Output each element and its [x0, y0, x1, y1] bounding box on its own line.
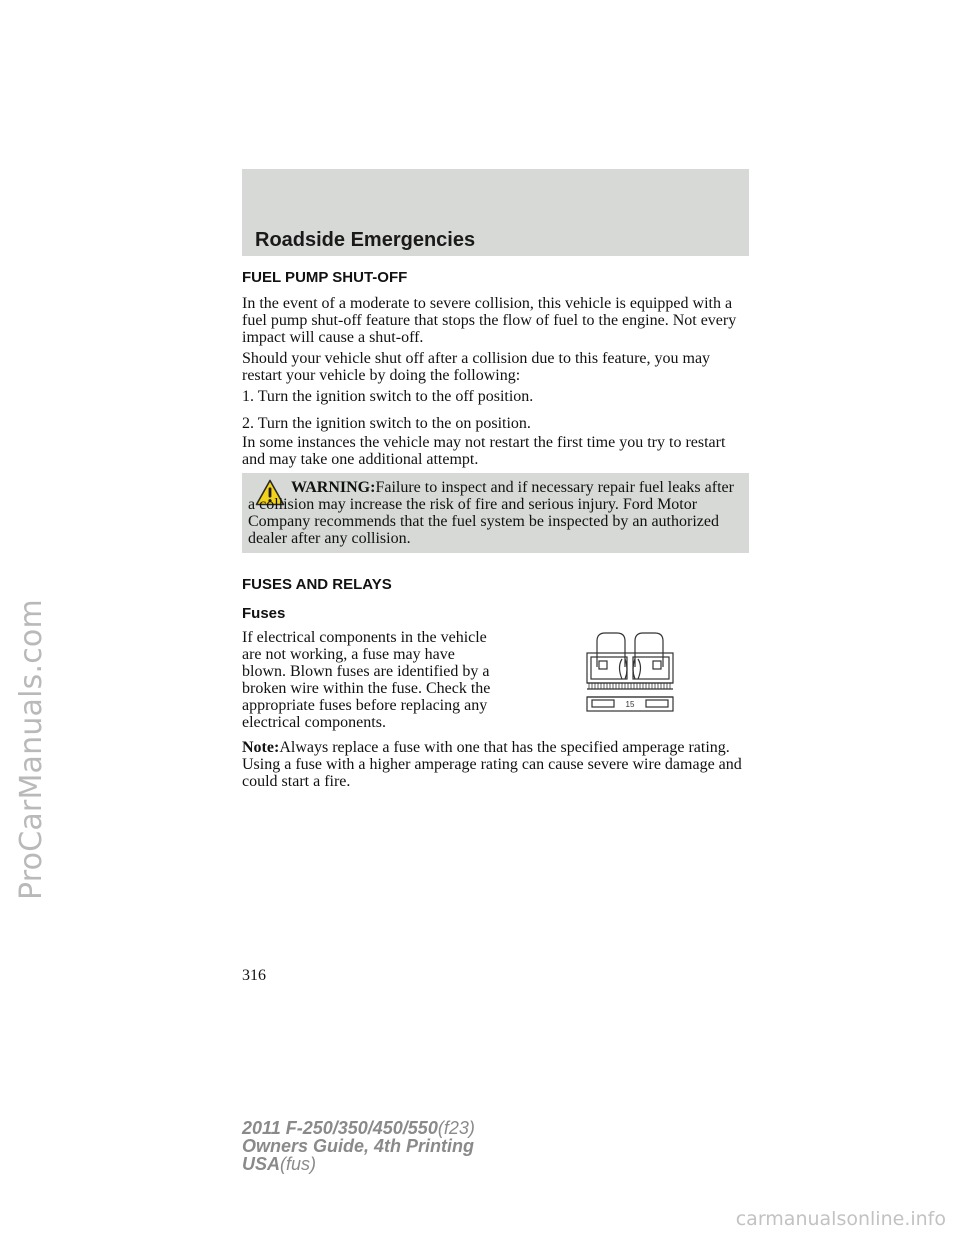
fuses-paragraph: If electrical components in the vehicle are not working, a fuse may have blown. Blown fuses are identified by a broken wire within the fuse. Check the appropriate fuses before replacing any electrical components.	[242, 629, 491, 731]
bottom-watermark: carmanualsonline.info	[735, 1208, 946, 1230]
warning-label: WARNING:	[291, 479, 376, 496]
fuse-note	[242, 739, 750, 790]
footer-model-code: (f23)	[437, 1118, 475, 1138]
fuel-pump-paragraph-3: In some instances the vehicle may not restart the first time you try to restart and may take one additional attempt.	[242, 434, 726, 468]
side-watermark: ProCarManuals.com	[14, 599, 49, 900]
restart-step-2: 2. Turn the ignition switch to the on position.	[242, 415, 531, 432]
warning-box	[242, 473, 749, 553]
warning-body: Failure to inspect and if necessary repair fuel leaks after a collision may increase the risk of fire and serious injury. Ford Motor Company recommends that the fuel system be inspected by an authorized dealer after any collision.	[248, 479, 734, 547]
fuel-pump-paragraph-1: In the event of a moderate to severe collision, this vehicle is equipped with a fuel pump shut-off feature that stops the flow of fuel to the engine. Not every impact will cause a shut-off.	[242, 295, 737, 346]
fuel-pump-heading: FUEL PUMP SHUT-OFF	[242, 269, 408, 286]
fuse-amperage-label: 15	[625, 700, 635, 709]
note-label: Note:	[242, 739, 280, 756]
warning-text	[248, 479, 740, 547]
fuses-relays-heading: FUSES AND RELAYS	[242, 576, 392, 593]
fuse-illustration	[575, 627, 685, 717]
note-text: Always replace a fuse with one that has the specified amperage rating. Using a fuse with a higher amperage rating can cause severe wire damage and could start a fire.	[242, 739, 742, 790]
restart-step-1: 1. Turn the ignition switch to the off position.	[242, 388, 534, 405]
fuses-subheading: Fuses	[242, 605, 286, 622]
section-header	[242, 169, 749, 256]
print-footer	[242, 1119, 475, 1173]
footer-guide: Owners Guide, 4th Printing	[242, 1136, 475, 1156]
footer-region: USA	[242, 1154, 281, 1174]
fuel-pump-paragraph-2: Should your vehicle shut off after a collision due to this feature, you may restart your vehicle by doing the following:	[242, 350, 711, 384]
footer-model: 2011 F-250/350/450/550	[242, 1118, 438, 1138]
page-number: 316	[242, 967, 266, 984]
footer-region-code: (fus)	[280, 1154, 317, 1174]
section-title: Roadside Emergencies	[255, 229, 476, 251]
